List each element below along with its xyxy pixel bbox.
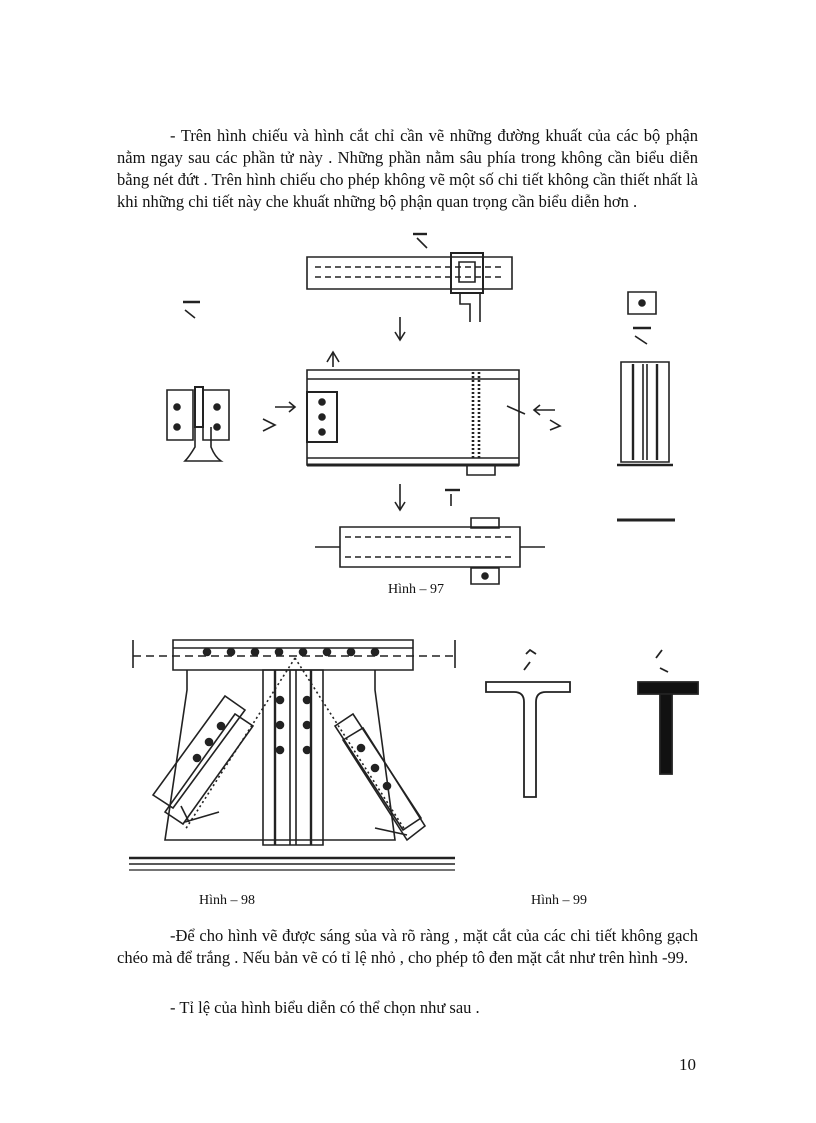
- fig99-open-section: [486, 650, 570, 797]
- fig97-right-section: [617, 292, 675, 520]
- fig98-base: [129, 858, 455, 870]
- fig98-left-diagonal: [153, 696, 253, 824]
- fig99-filled-section: [638, 650, 698, 774]
- figure-98-caption: Hình – 98: [199, 893, 255, 908]
- fig97-bottom-view: [315, 518, 545, 584]
- figure-99-caption: Hình – 99: [531, 893, 587, 908]
- fig97-top-view: [307, 234, 512, 322]
- figure-97-caption: Hình – 97: [388, 582, 444, 597]
- paragraph-section-fill: -Để cho hình vẽ được sáng sủa và rõ ràng , mặt cắt của các chi tiết không gạch chéo mà để trắng . Nếu bản vẽ có tỉ lệ nhỏ , cho phép tô đen mặt cắt như trên hình -99.: [117, 926, 698, 967]
- fig97-front-view: [263, 317, 560, 510]
- paragraph-hidden-lines: - Trên hình chiếu và hình cắt chỉ cần vẽ những đường khuất của các bộ phận nằm ngay sau các phần tử này . Những phần nằm sâu phía trong không cần biểu diễn bằng nét đứt . Trên hình chiếu cho phép không vẽ một số chi tiết không cần thiết nhất là khi những chi tiết này che khuất những bộ phận quan trọng cần biểu diễn hơn .: [117, 126, 698, 211]
- page-number: 10: [679, 1055, 696, 1074]
- fig98-chord: [133, 640, 455, 670]
- figure-99-drawing: [480, 640, 705, 788]
- fig98-vertical-member: [263, 670, 323, 845]
- fig97-left-section: [167, 302, 229, 461]
- paragraph-scale: - Tỉ lệ của hình biểu diễn có thể chọn như sau .: [170, 998, 480, 1017]
- figure-97-drawing: [155, 222, 700, 600]
- figure-98-drawing: [125, 630, 460, 878]
